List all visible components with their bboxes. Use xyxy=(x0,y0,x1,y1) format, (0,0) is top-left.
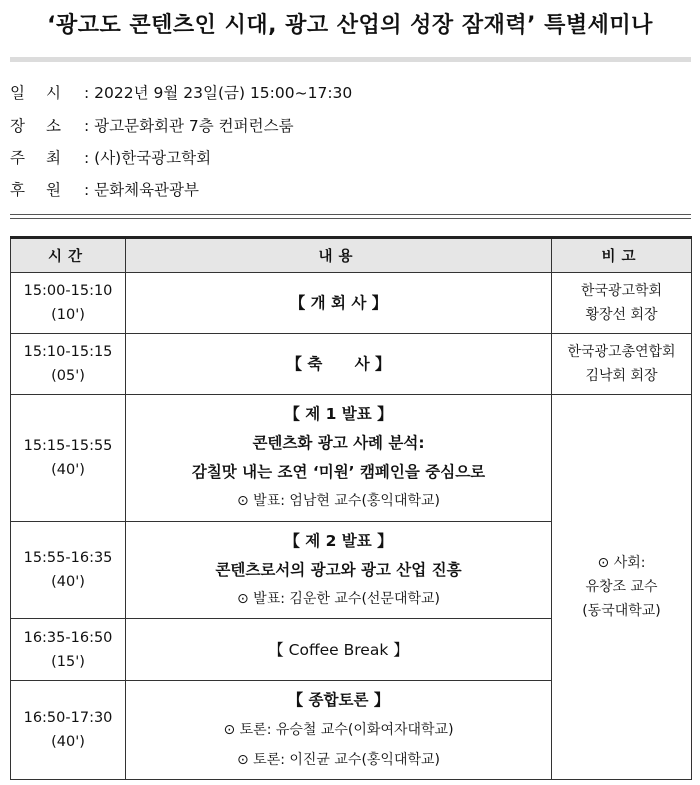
info-label: 시 xyxy=(46,84,61,102)
time-cell xyxy=(11,619,126,681)
time-range: 15:55-16:35 xyxy=(23,550,113,566)
duration: (40') xyxy=(51,462,85,478)
presenter: ⊙ 발표: 김운한 교수(선문대학교) xyxy=(236,590,440,607)
info-label: 원 xyxy=(46,181,61,199)
section-divider xyxy=(10,218,691,219)
note-cell xyxy=(552,334,692,395)
talk-title: 콘텐츠로서의 광고와 광고 산업 진흥 xyxy=(215,560,462,579)
info-host xyxy=(10,146,211,168)
info-date xyxy=(10,81,352,103)
time-range: 15:10-15:15 xyxy=(23,344,113,360)
info-label: 최 xyxy=(46,149,61,167)
duration: (40') xyxy=(51,734,85,750)
info-label: 일 xyxy=(10,84,25,102)
info-sponsor xyxy=(10,178,199,200)
table-row xyxy=(11,273,692,334)
duration: (05') xyxy=(51,368,85,384)
info-value: : (사)한국광고학회 xyxy=(84,149,212,167)
talk-title: 콘텐츠화 광고 사례 분석: xyxy=(252,434,425,452)
content-cell xyxy=(126,522,552,619)
header-content: 내용 xyxy=(126,238,552,273)
info-value: : 광고문화회관 7층 컨퍼런스룸 xyxy=(84,117,294,135)
info-value: : 문화체육관광부 xyxy=(84,181,199,199)
moderator-label: ⊙ 사회: xyxy=(597,555,646,571)
page-title: ‘광고도 콘텐츠인 시대, 광고 산업의 성장 잠재력’ 특별세미나 xyxy=(47,13,653,38)
time-range: 15:00-15:10 xyxy=(23,283,113,299)
time-cell xyxy=(11,273,126,334)
info-value: : 2022년 9월 23일(금) 15:00~17:30 xyxy=(84,84,353,102)
title-divider xyxy=(10,57,691,62)
duration: (40') xyxy=(51,574,85,590)
discussant: ⊙ 토론: 이진균 교수(홍익대학교) xyxy=(236,752,440,768)
content-cell xyxy=(126,395,552,522)
session-title: 【 제 2 발표 】 xyxy=(284,531,393,550)
table-row xyxy=(11,334,692,395)
note-person: 김낙회 회장 xyxy=(585,368,658,384)
duration: (15') xyxy=(51,653,85,670)
note-person: 황장선 회장 xyxy=(585,307,658,323)
header-note: 비고 xyxy=(552,238,692,273)
note-org: 한국광고총연합회 xyxy=(567,344,676,360)
header-time: 시간 xyxy=(11,238,126,273)
talk-subtitle: 감칠맛 내는 조연 ‘미원’ 캠페인을 중심으로 xyxy=(191,463,486,481)
moderator-affiliation: (동국대학교) xyxy=(582,603,661,619)
time-range: 15:15-15:55 xyxy=(23,438,113,454)
time-cell xyxy=(11,522,126,619)
note-org: 한국광고학회 xyxy=(580,283,663,299)
note-cell xyxy=(552,273,692,334)
session-title: 【 제 1 발표 】 xyxy=(284,405,393,423)
session-title: 【 Coffee Break 】 xyxy=(126,619,552,681)
info-label: 장 xyxy=(10,117,25,135)
moderator-cell xyxy=(552,395,692,780)
duration: (10') xyxy=(51,307,85,323)
time-range: 16:35-16:50 xyxy=(23,629,113,646)
info-label: 주 xyxy=(10,149,25,167)
table-header-row xyxy=(11,238,692,273)
time-cell xyxy=(11,395,126,522)
session-title: 【 종합토론 】 xyxy=(287,691,390,709)
moderator-name: 유창조 교수 xyxy=(585,579,658,595)
info-label: 후 xyxy=(10,181,25,199)
content-cell xyxy=(126,681,552,780)
info-label: 소 xyxy=(46,117,61,135)
section-divider xyxy=(10,214,691,215)
discussant: ⊙ 토론: 유승철 교수(이화여자대학교) xyxy=(223,722,454,738)
session-title: 【 축 사 】 xyxy=(126,334,552,395)
time-cell xyxy=(11,681,126,780)
session-title: 【 개 회 사 】 xyxy=(126,273,552,334)
schedule-table xyxy=(10,236,692,780)
table-row xyxy=(11,395,692,522)
time-range: 16:50-17:30 xyxy=(23,710,113,726)
time-cell xyxy=(11,334,126,395)
presenter: ⊙ 발표: 엄남현 교수(홍익대학교) xyxy=(236,493,440,509)
info-venue xyxy=(10,114,294,136)
